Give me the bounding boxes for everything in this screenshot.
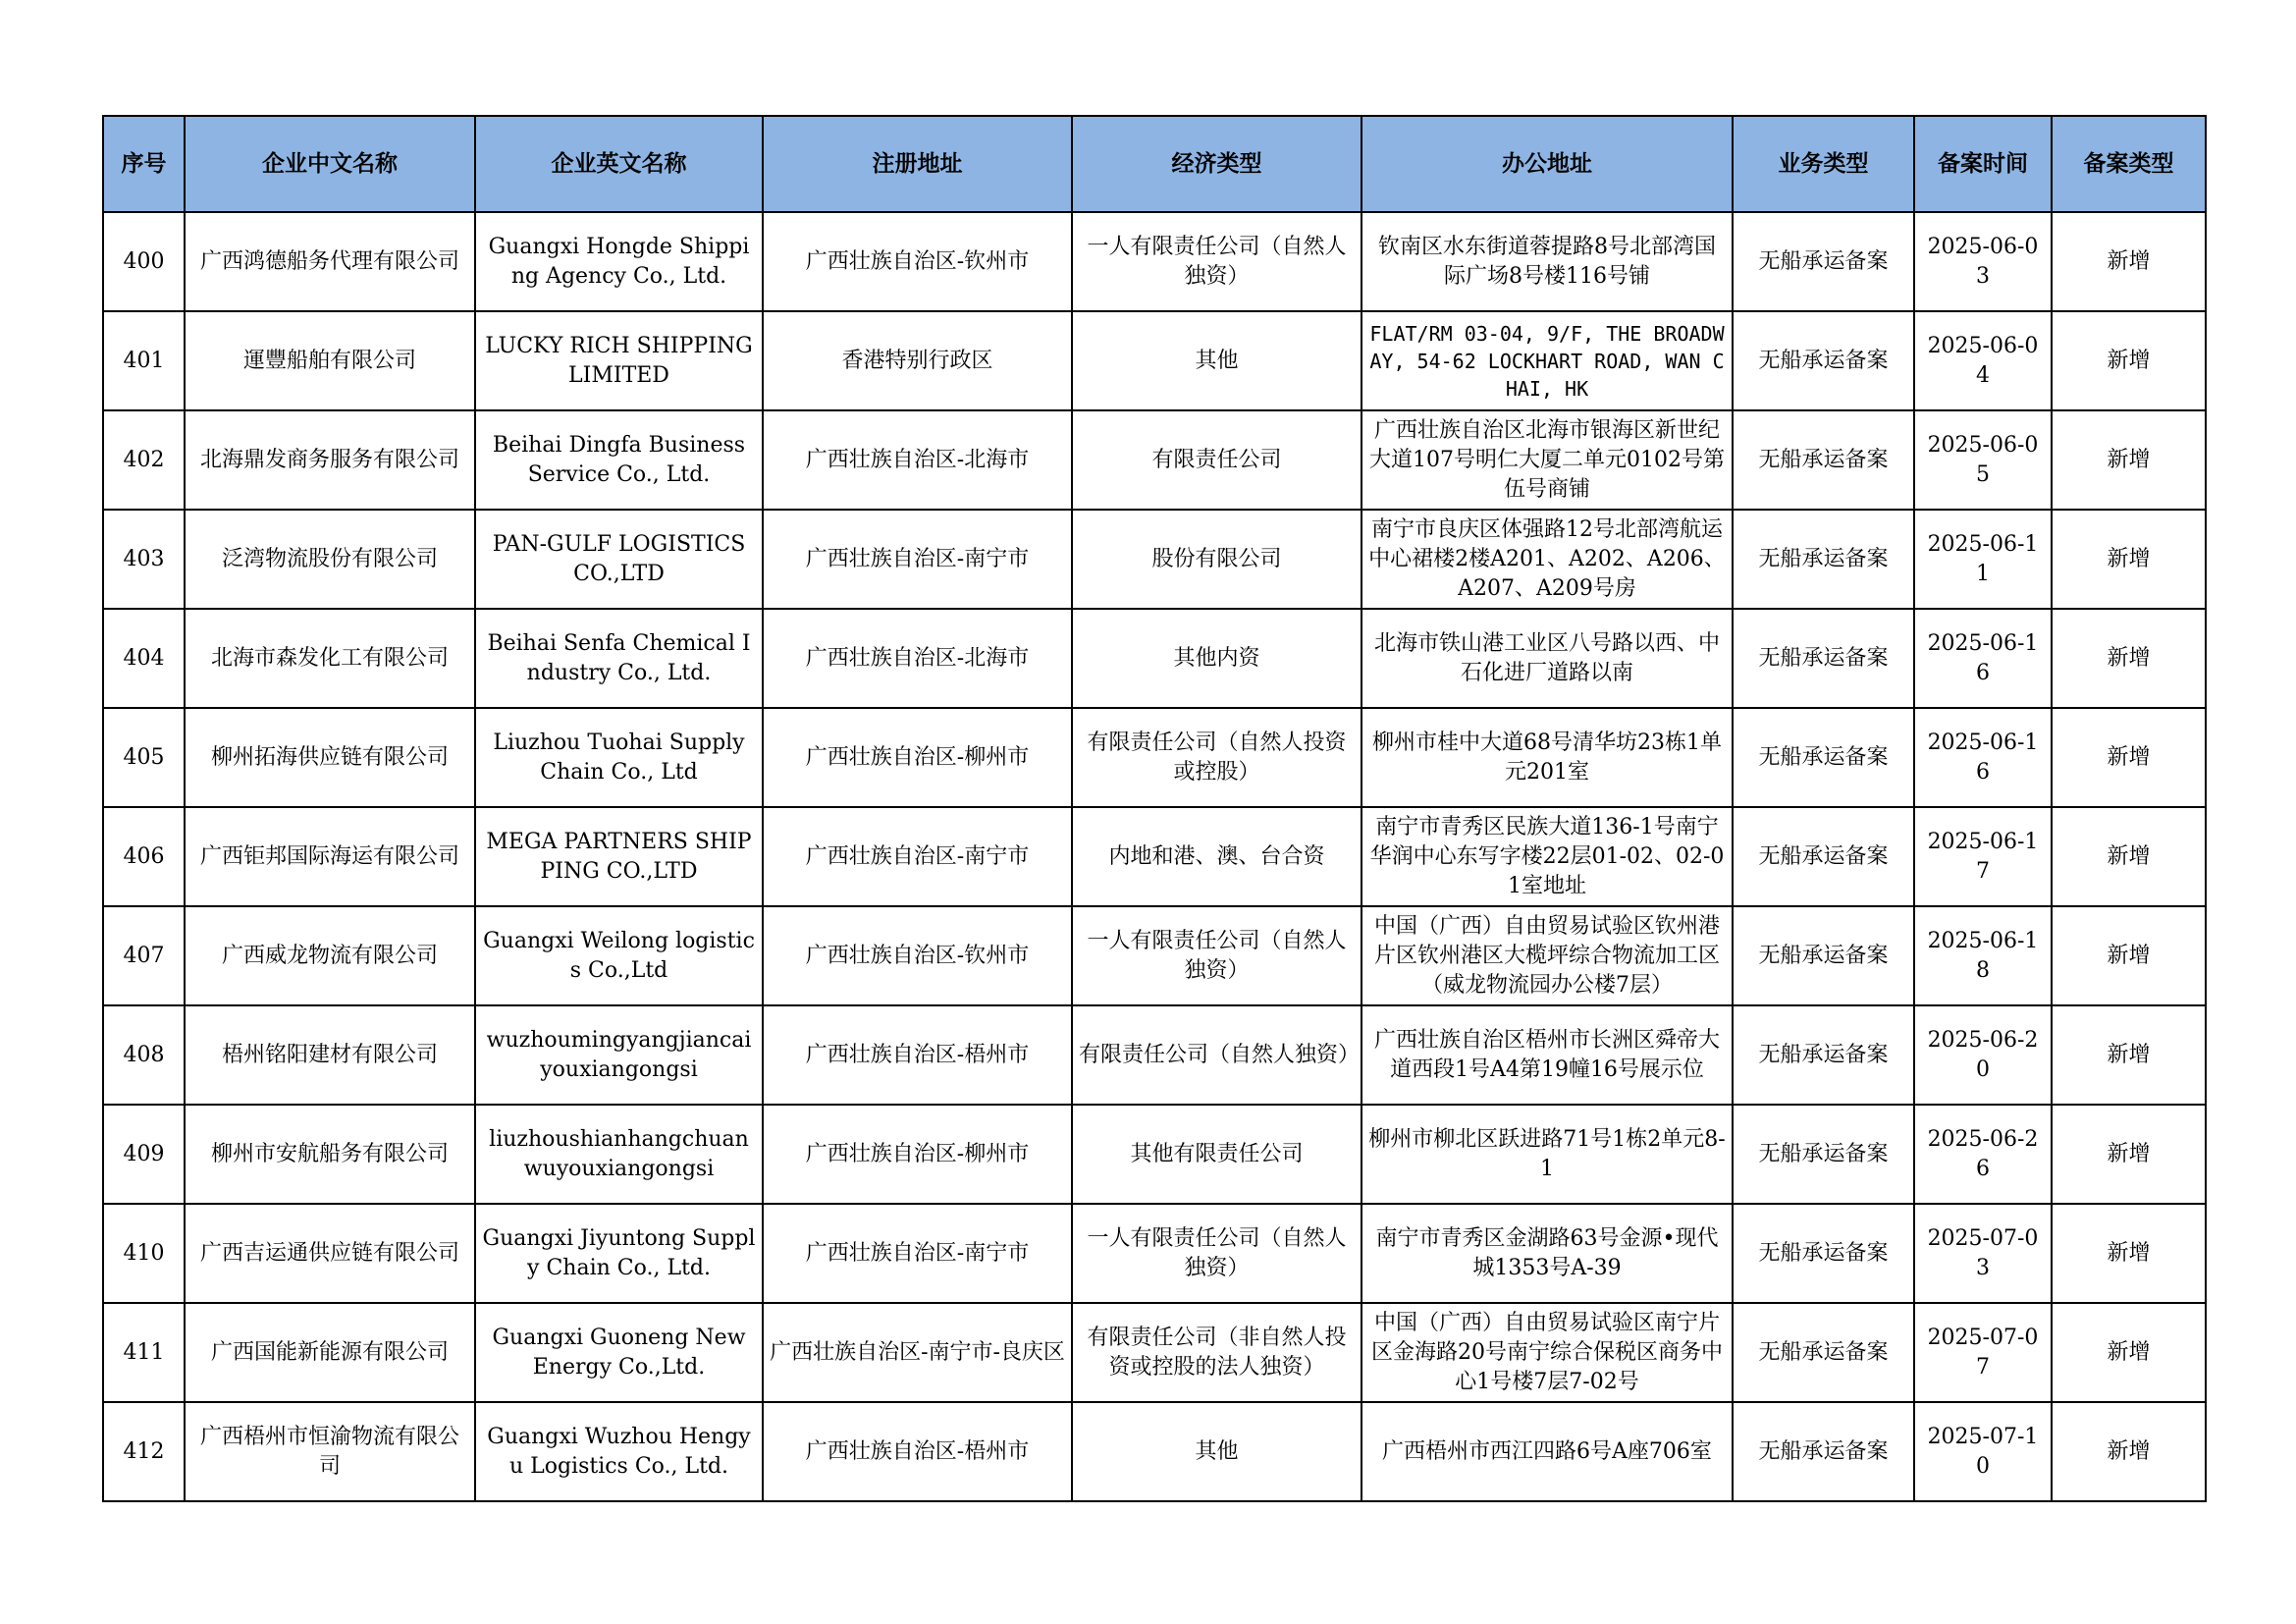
cell-filing-date: 2025-06-11 — [1914, 510, 2052, 609]
cell-filing-date: 2025-07-10 — [1914, 1402, 2052, 1501]
cell-seq: 403 — [103, 510, 185, 609]
cell-filing-date: 2025-06-18 — [1914, 906, 2052, 1005]
table-row — [103, 609, 2206, 708]
cell-registered-address: 广西壮族自治区-北海市 — [763, 609, 1072, 708]
table-row — [103, 212, 2206, 311]
cell-registered-address: 广西壮族自治区-梧州市 — [763, 1402, 1072, 1501]
cell-registered-address: 广西壮族自治区-南宁市 — [763, 1204, 1072, 1303]
cell-company-cn: 泛湾物流股份有限公司 — [185, 510, 475, 609]
header-filing-type: 备案类型 — [2052, 116, 2206, 212]
cell-filing-date: 2025-06-16 — [1914, 708, 2052, 807]
cell-business-type: 无船承运备案 — [1733, 311, 1914, 410]
cell-filing-type: 新增 — [2052, 708, 2206, 807]
cell-filing-date: 2025-06-16 — [1914, 609, 2052, 708]
table-row — [103, 906, 2206, 1005]
cell-seq: 401 — [103, 311, 185, 410]
cell-company-en: Beihai Senfa Chemical Industry Co., Ltd. — [475, 609, 763, 708]
cell-economic-type: 其他有限责任公司 — [1072, 1105, 1362, 1204]
cell-business-type: 无船承运备案 — [1733, 212, 1914, 311]
cell-company-cn: 广西吉运通供应链有限公司 — [185, 1204, 475, 1303]
cell-company-en: Guangxi Jiyuntong Supply Chain Co., Ltd. — [475, 1204, 763, 1303]
cell-company-cn: 梧州铭阳建材有限公司 — [185, 1005, 475, 1105]
cell-seq: 402 — [103, 410, 185, 510]
cell-office-address: 柳州市柳北区跃进路71号1栋2单元8-1 — [1362, 1105, 1733, 1204]
cell-company-en: MEGA PARTNERS SHIPPING CO.,LTD — [475, 807, 763, 906]
cell-filing-date: 2025-06-26 — [1914, 1105, 2052, 1204]
cell-seq: 405 — [103, 708, 185, 807]
cell-economic-type: 有限责任公司（自然人独资） — [1072, 1005, 1362, 1105]
cell-filing-type: 新增 — [2052, 1402, 2206, 1501]
table-row — [103, 1005, 2206, 1105]
cell-economic-type: 其他 — [1072, 1402, 1362, 1501]
header-business-type: 业务类型 — [1733, 116, 1914, 212]
cell-filing-type: 新增 — [2052, 311, 2206, 410]
cell-company-cn: 北海鼎发商务服务有限公司 — [185, 410, 475, 510]
cell-seq: 408 — [103, 1005, 185, 1105]
cell-business-type: 无船承运备案 — [1733, 1204, 1914, 1303]
cell-office-address: 南宁市良庆区体强路12号北部湾航运中心裙楼2楼A201、A202、A206、A207、A209号房 — [1362, 510, 1733, 609]
table-row — [103, 1303, 2206, 1402]
cell-registered-address: 广西壮族自治区-北海市 — [763, 410, 1072, 510]
cell-company-en: Guangxi Weilong logistics Co.,Ltd — [475, 906, 763, 1005]
cell-company-en: Beihai Dingfa Business Service Co., Ltd. — [475, 410, 763, 510]
cell-filing-type: 新增 — [2052, 510, 2206, 609]
cell-registered-address: 香港特别行政区 — [763, 311, 1072, 410]
cell-business-type: 无船承运备案 — [1733, 609, 1914, 708]
cell-company-cn: 广西钜邦国际海运有限公司 — [185, 807, 475, 906]
header-company-cn: 企业中文名称 — [185, 116, 475, 212]
cell-office-address: FLAT/RM 03-04, 9/F, THE BROADWAY, 54-62 LOCKHART ROAD, WAN CHAI, HK — [1362, 311, 1733, 410]
cell-office-address: 广西壮族自治区北海市银海区新世纪大道107号明仁大厦二单元0102号第伍号商铺 — [1362, 410, 1733, 510]
cell-filing-type: 新增 — [2052, 1005, 2206, 1105]
cell-registered-address: 广西壮族自治区-钦州市 — [763, 212, 1072, 311]
table-row — [103, 1402, 2206, 1501]
cell-business-type: 无船承运备案 — [1733, 708, 1914, 807]
table-row — [103, 410, 2206, 510]
cell-office-address: 广西梧州市西江四路6号A座706室 — [1362, 1402, 1733, 1501]
cell-filing-type: 新增 — [2052, 609, 2206, 708]
cell-company-cn: 運豐船舶有限公司 — [185, 311, 475, 410]
header-registered-address: 注册地址 — [763, 116, 1072, 212]
cell-office-address: 广西壮族自治区梧州市长洲区舜帝大道西段1号A4第19幢16号展示位 — [1362, 1005, 1733, 1105]
cell-economic-type: 股份有限公司 — [1072, 510, 1362, 609]
cell-filing-date: 2025-06-03 — [1914, 212, 2052, 311]
cell-seq: 409 — [103, 1105, 185, 1204]
cell-filing-date: 2025-06-20 — [1914, 1005, 2052, 1105]
cell-company-en: Guangxi Guoneng New Energy Co.,Ltd. — [475, 1303, 763, 1402]
cell-seq: 411 — [103, 1303, 185, 1402]
cell-seq: 404 — [103, 609, 185, 708]
cell-business-type: 无船承运备案 — [1733, 1402, 1914, 1501]
cell-company-en: LUCKY RICH SHIPPING LIMITED — [475, 311, 763, 410]
cell-filing-date: 2025-07-03 — [1914, 1204, 2052, 1303]
cell-office-address: 南宁市青秀区民族大道136-1号南宁华润中心东写字楼22层01-02、02-01室地址 — [1362, 807, 1733, 906]
cell-seq: 407 — [103, 906, 185, 1005]
cell-company-cn: 广西国能新能源有限公司 — [185, 1303, 475, 1402]
cell-seq: 412 — [103, 1402, 185, 1501]
cell-seq: 400 — [103, 212, 185, 311]
cell-filing-type: 新增 — [2052, 410, 2206, 510]
cell-company-en: Liuzhou Tuohai Supply Chain Co., Ltd — [475, 708, 763, 807]
cell-seq: 406 — [103, 807, 185, 906]
table-row — [103, 708, 2206, 807]
cell-economic-type: 内地和港、澳、台合资 — [1072, 807, 1362, 906]
table-row — [103, 311, 2206, 410]
cell-company-cn: 柳州市安航船务有限公司 — [185, 1105, 475, 1204]
cell-economic-type: 有限责任公司（非自然人投资或控股的法人独资） — [1072, 1303, 1362, 1402]
cell-registered-address: 广西壮族自治区-南宁市-良庆区 — [763, 1303, 1072, 1402]
cell-office-address: 柳州市桂中大道68号清华坊23栋1单元201室 — [1362, 708, 1733, 807]
cell-office-address: 南宁市青秀区金湖路63号金源•现代城1353号A-39 — [1362, 1204, 1733, 1303]
cell-registered-address: 广西壮族自治区-柳州市 — [763, 1105, 1072, 1204]
cell-economic-type: 其他 — [1072, 311, 1362, 410]
cell-economic-type: 其他内资 — [1072, 609, 1362, 708]
header-filing-date: 备案时间 — [1914, 116, 2052, 212]
cell-company-en: Guangxi Hongde Shipping Agency Co., Ltd. — [475, 212, 763, 311]
header-office-address: 办公地址 — [1362, 116, 1733, 212]
cell-filing-type: 新增 — [2052, 212, 2206, 311]
cell-economic-type: 有限责任公司（自然人投资或控股） — [1072, 708, 1362, 807]
cell-registered-address: 广西壮族自治区-钦州市 — [763, 906, 1072, 1005]
cell-filing-date: 2025-06-04 — [1914, 311, 2052, 410]
registry-table — [102, 115, 2207, 1502]
table-row — [103, 1105, 2206, 1204]
cell-filing-type: 新增 — [2052, 807, 2206, 906]
cell-economic-type: 一人有限责任公司（自然人独资） — [1072, 212, 1362, 311]
cell-company-cn: 广西威龙物流有限公司 — [185, 906, 475, 1005]
header-company-en: 企业英文名称 — [475, 116, 763, 212]
cell-economic-type: 有限责任公司 — [1072, 410, 1362, 510]
cell-registered-address: 广西壮族自治区-梧州市 — [763, 1005, 1072, 1105]
cell-economic-type: 一人有限责任公司（自然人独资） — [1072, 1204, 1362, 1303]
header-row — [103, 116, 2206, 212]
cell-registered-address: 广西壮族自治区-柳州市 — [763, 708, 1072, 807]
table-row — [103, 807, 2206, 906]
cell-filing-date: 2025-06-17 — [1914, 807, 2052, 906]
cell-filing-type: 新增 — [2052, 906, 2206, 1005]
cell-filing-type: 新增 — [2052, 1105, 2206, 1204]
cell-company-en: liuzhoushianhangchuanwuyouxiangongsi — [475, 1105, 763, 1204]
cell-business-type: 无船承运备案 — [1733, 410, 1914, 510]
cell-company-en: PAN-GULF LOGISTICS CO.,LTD — [475, 510, 763, 609]
cell-office-address: 钦南区水东街道蓉提路8号北部湾国际广场8号楼116号铺 — [1362, 212, 1733, 311]
cell-company-cn: 广西梧州市恒渝物流有限公司 — [185, 1402, 475, 1501]
cell-company-cn: 广西鸿德船务代理有限公司 — [185, 212, 475, 311]
cell-filing-date: 2025-07-07 — [1914, 1303, 2052, 1402]
cell-registered-address: 广西壮族自治区-南宁市 — [763, 807, 1072, 906]
cell-registered-address: 广西壮族自治区-南宁市 — [763, 510, 1072, 609]
cell-company-en: Guangxi Wuzhou Hengyu Logistics Co., Ltd. — [475, 1402, 763, 1501]
cell-business-type: 无船承运备案 — [1733, 1105, 1914, 1204]
cell-company-cn: 北海市森发化工有限公司 — [185, 609, 475, 708]
cell-filing-type: 新增 — [2052, 1204, 2206, 1303]
header-seq: 序号 — [103, 116, 185, 212]
cell-business-type: 无船承运备案 — [1733, 807, 1914, 906]
cell-economic-type: 一人有限责任公司（自然人独资） — [1072, 906, 1362, 1005]
cell-company-cn: 柳州拓海供应链有限公司 — [185, 708, 475, 807]
cell-business-type: 无船承运备案 — [1733, 510, 1914, 609]
cell-company-en: wuzhoumingyangjiancaiyouxiangongsi — [475, 1005, 763, 1105]
cell-office-address: 北海市铁山港工业区八号路以西、中石化进厂道路以南 — [1362, 609, 1733, 708]
cell-office-address: 中国（广西）自由贸易试验区南宁片区金海路20号南宁综合保税区商务中心1号楼7层7-02号 — [1362, 1303, 1733, 1402]
cell-filing-type: 新增 — [2052, 1303, 2206, 1402]
table-row — [103, 1204, 2206, 1303]
header-economic-type: 经济类型 — [1072, 116, 1362, 212]
cell-filing-date: 2025-06-05 — [1914, 410, 2052, 510]
cell-business-type: 无船承运备案 — [1733, 1303, 1914, 1402]
registry-sheet — [102, 115, 2205, 1502]
cell-business-type: 无船承运备案 — [1733, 1005, 1914, 1105]
cell-business-type: 无船承运备案 — [1733, 906, 1914, 1005]
cell-office-address: 中国（广西）自由贸易试验区钦州港片区钦州港区大榄坪综合物流加工区（威龙物流园办公楼7层） — [1362, 906, 1733, 1005]
table-row — [103, 510, 2206, 609]
cell-seq: 410 — [103, 1204, 185, 1303]
